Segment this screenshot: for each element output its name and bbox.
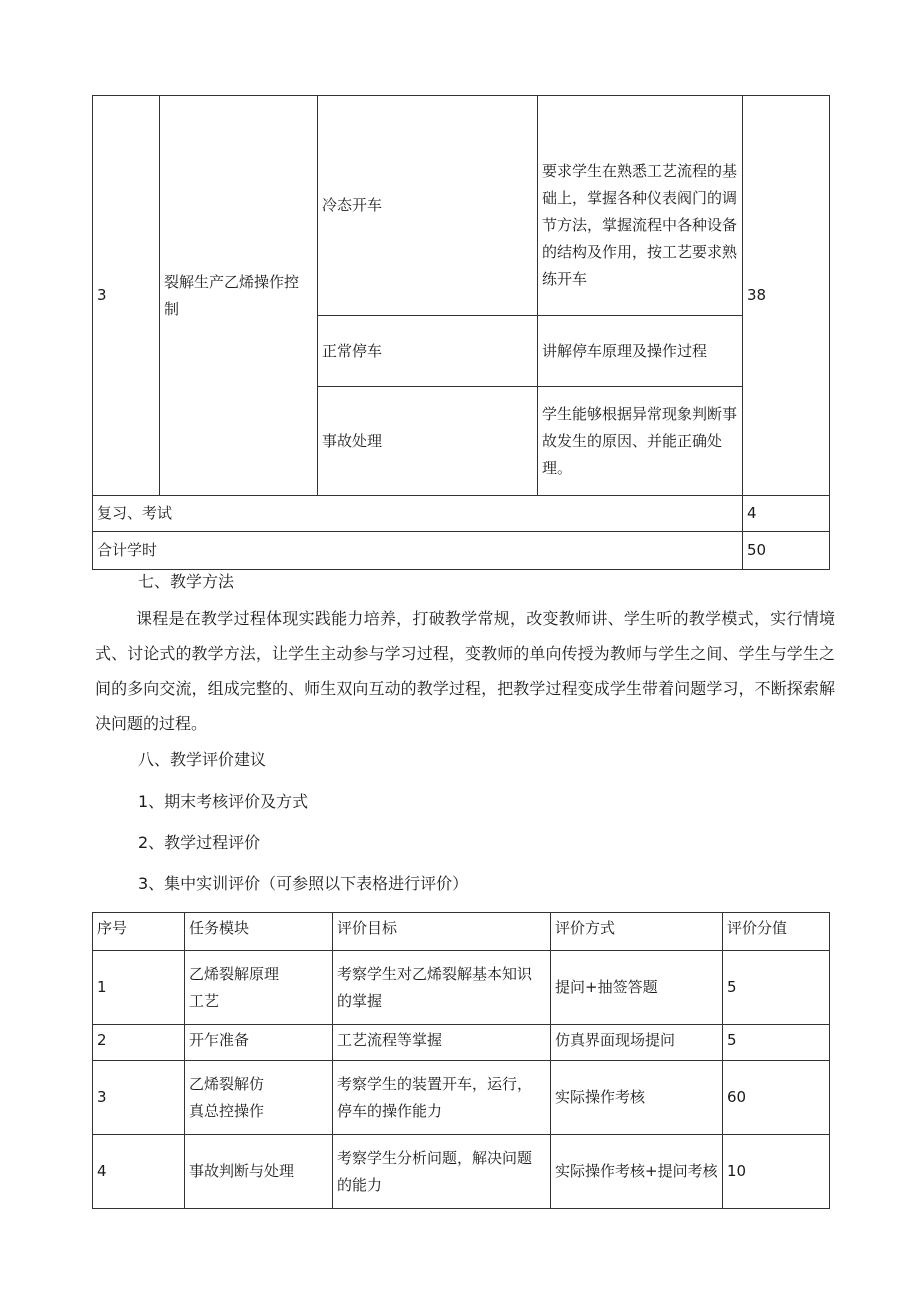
section-7-body: 课程是在教学过程体现实践能力培养，打破教学常规，改变教师讲、学生听的教学模式，实行情境式、讨论式的教学方法，让学生主动参与学习过程，变教师的单向传授为教师与学生之间、学生与学生之间的多向交流，组成完整的、师生双向互动的教学过程，把教学过程变成学生带着问题学习，不断探索解决问题的过程。 — [95, 609, 835, 733]
table-cell: 仿真界面现场提问 — [551, 1025, 723, 1061]
table-cell: 2 — [93, 1025, 185, 1061]
table-cell: 实际操作考核 — [551, 1061, 723, 1135]
total-hours: 50 — [743, 532, 830, 570]
table-cell: 4 — [93, 1135, 185, 1209]
table-cell: 提问+抽签答题 — [551, 951, 723, 1025]
task-name: 正常停车 — [318, 316, 538, 387]
table-cell: 工艺流程等掌握 — [333, 1025, 551, 1061]
eval-item-2: 2、教学过程评价 — [138, 833, 261, 852]
table-cell: 开乍准备 — [185, 1025, 333, 1061]
review-label: 复习、考试 — [93, 496, 743, 532]
table-cell: 考察学生的装置开车，运行，停车的操作能力 — [333, 1061, 551, 1135]
section-8-title: 八、教学评价建议 — [138, 750, 267, 769]
table-cell: 3 — [93, 1061, 185, 1135]
header-cell: 评价目标 — [333, 913, 551, 951]
table-cell: 考察学生对乙烯裂解基本知识的掌握 — [333, 951, 551, 1025]
eval-item-3: 3、集中实训评价（可参照以下表格进行评价） — [138, 874, 469, 893]
task-name: 事故处理 — [318, 387, 538, 496]
course-hours-table — [92, 95, 830, 570]
header-cell: 评价方式 — [551, 913, 723, 951]
header-cell: 序号 — [93, 913, 185, 951]
table-cell: 10 — [723, 1135, 830, 1209]
table-cell: 1 — [93, 951, 185, 1025]
module-hours: 38 — [743, 96, 830, 496]
row-number: 3 — [93, 96, 160, 496]
header-cell: 评价分值 — [723, 913, 830, 951]
task-requirement: 学生能够根据异常现象判断事故发生的原因、并能正确处理。 — [538, 387, 743, 496]
task-requirement: 讲解停车原理及操作过程 — [538, 316, 743, 387]
table-cell: 乙烯裂解仿 真总控操作 — [185, 1061, 333, 1135]
table-cell: 事故判断与处理 — [185, 1135, 333, 1209]
eval-item-1: 1、期末考核评价及方式 — [138, 792, 309, 811]
table-cell: 5 — [723, 1025, 830, 1061]
table-cell: 5 — [723, 951, 830, 1025]
task-name: 冷态开车 — [318, 96, 538, 316]
header-cell: 任务模块 — [185, 913, 333, 951]
total-label: 合计学时 — [93, 532, 743, 570]
table-cell: 乙烯裂解原理 工艺 — [185, 951, 333, 1025]
evaluation-table — [92, 912, 830, 1209]
task-requirement: 要求学生在熟悉工艺流程的基础上，掌握各种仪表阀门的调节方法，掌握流程中各种设备的结构及作用，按工艺要求熟练开车 — [538, 96, 743, 316]
table-cell: 考察学生分析问题，解决问题的能力 — [333, 1135, 551, 1209]
review-hours: 4 — [743, 496, 830, 532]
section-7-title: 七、教学方法 — [138, 572, 235, 591]
module-name: 裂解生产乙烯操作控制 — [160, 96, 318, 496]
table-cell: 60 — [723, 1061, 830, 1135]
table-cell: 实际操作考核+提问考核 — [551, 1135, 723, 1209]
